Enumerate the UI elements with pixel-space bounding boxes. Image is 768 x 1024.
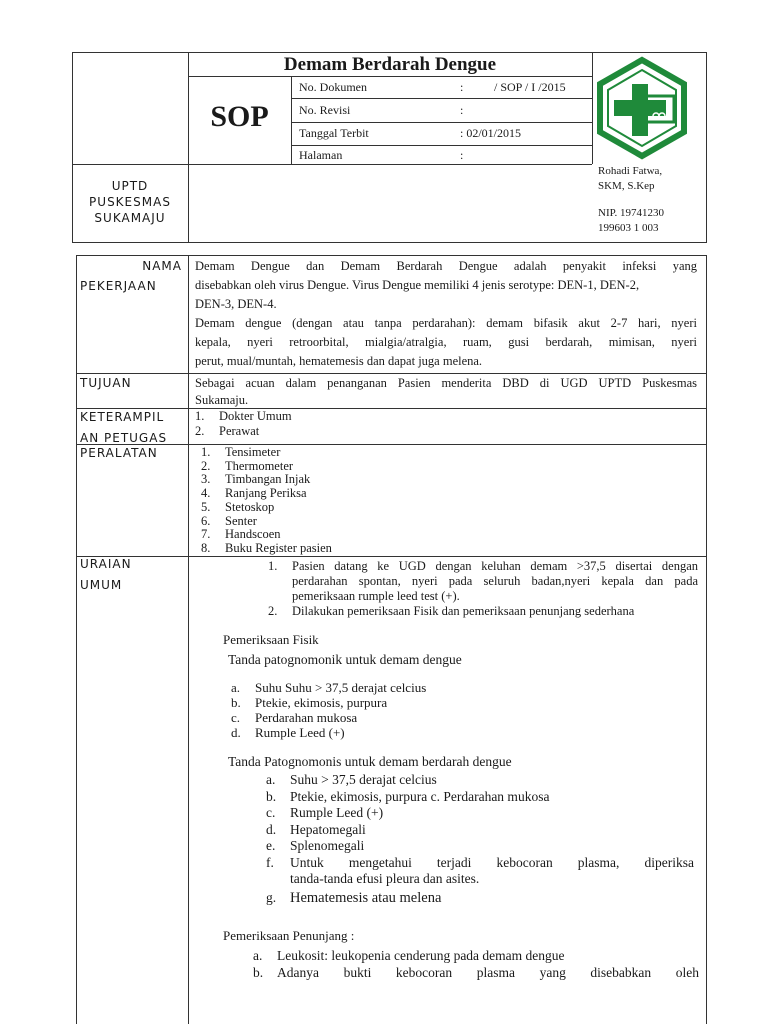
sop-title: Demam Berdarah Dengue — [283, 54, 497, 75]
signer-block — [598, 164, 664, 236]
dbd-title: Tanda Patognomonis untuk demam berdarah dengue — [228, 754, 512, 769]
list-item: c. Perdarahan mukosa — [231, 710, 358, 725]
list-item: 1. Tensimeter — [201, 445, 281, 459]
list-item: c. Rumple Leed (+) — [266, 805, 384, 820]
peralatan-label: PERALATAN — [80, 446, 158, 460]
nama-text: Demam Dengue dan Demam Berdarah Dengue adalah penyakit infeksi yang disebabkan oleh virus Dengue. Virus Dengue memiliki 4 jenis serotype: DEN-1, DEN-2, DEN-3, DEN-4. Demam dengue (dengan atau tanpa perdarahan): demam bifasik akut 2-7 hari, nyeri kepala, nyeri retroorbital, mialgia/atralgia, ruam, gusi berdarah, mimisan, nyeri perut, mual/muntah, hematemesis dan dapat juga melena. — [195, 259, 697, 368]
penunjang-title: Pemeriksaan Penunjang : — [223, 928, 355, 943]
list-item: 2. Perawat — [195, 424, 260, 438]
list-item: 2. Thermometer — [201, 458, 294, 473]
list-item: 8. Buku Register pasien — [201, 540, 332, 555]
field-no-revisi-colon: : — [460, 103, 464, 117]
uraian-steps — [268, 559, 698, 619]
list-item: a. Suhu Suhu > 37,5 derajat celcius — [231, 680, 427, 695]
list-item: 7. Handscoen — [201, 527, 281, 542]
keterampilan-label-2: AN PETUGAS — [80, 431, 168, 445]
list-item: e. Splenomegali — [266, 838, 365, 853]
dbd-list — [266, 772, 694, 906]
list-item: 6. Senter — [201, 513, 257, 528]
nama-label-1: NAMA — [142, 259, 182, 273]
dd-title: Tanda patognomonik untuk demam dengue — [228, 652, 462, 667]
dd-list — [231, 680, 426, 740]
signer-name: Rohadi Fatwa, — [598, 165, 663, 177]
penunjang-list — [253, 948, 699, 981]
field-no-dokumen-label: No. Dokumen — [299, 80, 367, 94]
org-name: UPTD PUSKESMAS SUKAMAJU — [89, 179, 171, 225]
keterampilan-label-1: KETERAMPIL — [80, 410, 165, 424]
field-tanggal-label: Tanggal Terbit — [299, 126, 369, 140]
list-item: b. Adanya bukti kebocoran plasma yang disebabkan oleh — [253, 964, 699, 980]
field-no-dokumen-colon: : — [460, 80, 464, 94]
fisik-title: Pemeriksaan Fisik — [223, 632, 319, 647]
list-item: g. Hematemesis atau melena — [266, 889, 442, 906]
tujuan-text: Sebagai acuan dalam penanganan Pasien menderita DBD di UGD UPTD Puskesmas Sukamaju. — [195, 376, 697, 407]
tujuan-label: TUJUAN — [80, 376, 132, 390]
nama-label-2: PEKERJAAN — [80, 279, 157, 293]
signer-nip-2: 199603 1 003 — [598, 222, 659, 234]
list-item: a. Suhu > 37,5 derajat celcius — [266, 772, 437, 787]
list-item: 1. Pasien datang ke UGD dengan keluhan demam >37,5 disertai dengan perdarahan spontan, nyeri pada seluruh badan,nyeri kepala dan pada pemeriksaan rumple leed test (+). — [268, 559, 698, 603]
list-item: 5. Stetoskop — [201, 499, 275, 514]
peralatan-list — [201, 446, 332, 556]
sop-label: SOP — [210, 100, 269, 133]
list-item: b. Ptekie, ekimosis, purpura c. Perdarahan mukosa — [266, 788, 550, 804]
keterampilan-list — [195, 409, 292, 439]
uraian-label-1: URAIAN — [80, 557, 132, 571]
list-item: d. Hepatomegali — [266, 821, 366, 837]
puskesmas-logo — [592, 56, 692, 160]
signer-nip-1: NIP. 19741230 — [598, 207, 665, 219]
list-item: b. Ptekie, ekimosis, purpura — [231, 695, 388, 710]
list-item: 4. Ranjang Periksa — [201, 486, 307, 501]
list-item: d. Rumple Leed (+) — [231, 725, 345, 740]
field-halaman-label: Halaman — [299, 148, 343, 162]
field-halaman-colon: : — [460, 148, 464, 162]
field-no-revisi-label: No. Revisi — [299, 103, 351, 117]
logo-icon — [592, 56, 692, 160]
field-no-dokumen-value: / SOP / I /2015 — [494, 80, 566, 94]
uraian-label-2: UMUM — [80, 578, 123, 592]
list-item: f. Untuk mengetahui terjadi kebocoran plasma, diperiksa tanda-tanda efusi pleura dan asites. — [266, 854, 694, 886]
list-item: 3. Timbangan Injak — [201, 472, 311, 487]
signer-title: SKM, S.Kep — [598, 180, 655, 192]
list-item: 1. Dokter Umum — [195, 409, 292, 423]
list-item: a. Leukosit: leukopenia cenderung pada demam dengue — [253, 948, 565, 963]
field-tanggal-colon: : 02/01/2015 — [460, 126, 522, 140]
list-item: 2. Dilakukan pemeriksaan Fisik dan pemeriksaan penunjang sederhana — [268, 604, 635, 618]
